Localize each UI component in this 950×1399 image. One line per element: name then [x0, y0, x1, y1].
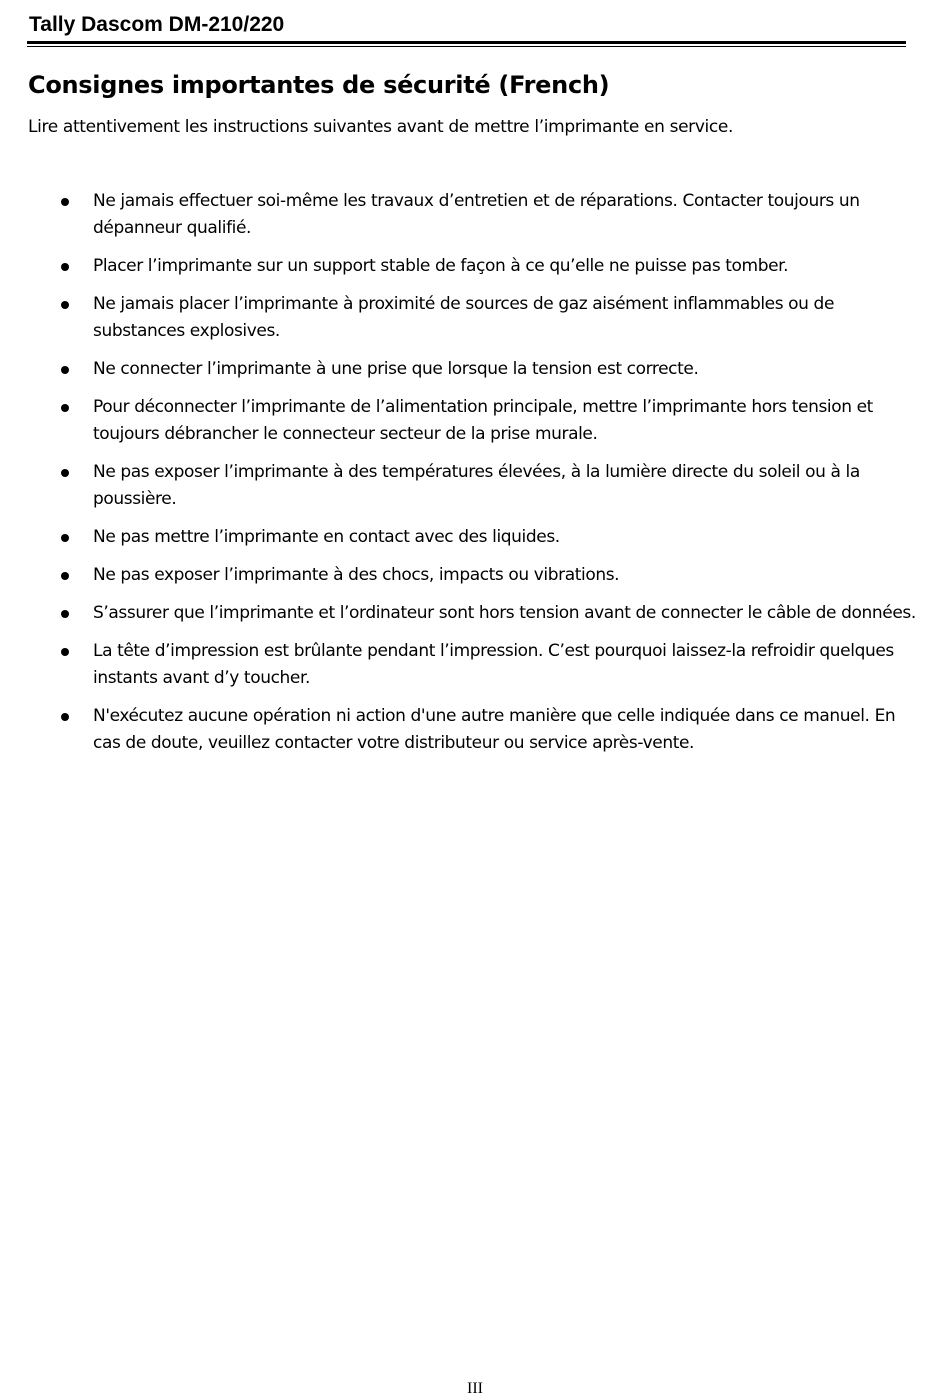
bullet-icon: [59, 291, 71, 318]
list-item-text: Ne pas mettre l’imprimante en contact avec des liquides.: [93, 527, 560, 547]
bullet-icon: [59, 524, 71, 551]
safety-instructions-list: [59, 188, 919, 768]
running-header-title: Tally Dascom DM-210/220: [29, 13, 285, 36]
bullet-icon: [59, 394, 71, 421]
list-item: [59, 291, 919, 345]
header-rule-thick: [27, 41, 906, 44]
bullet-icon: [59, 703, 71, 730]
list-item: [59, 394, 919, 448]
bullet-icon: [59, 562, 71, 589]
list-item-text: N'exécutez aucune opération ni action d'une autre manière que celle indiquée dans ce manuel. En cas de doute, veuillez contacter votre distributeur ou service après-vente.: [93, 706, 896, 753]
list-item: [59, 459, 919, 513]
bullet-icon: [59, 253, 71, 280]
list-item-text: Ne jamais effectuer soi-même les travaux d’entretien et de réparations. Contacter toujours un dépanneur qualifié.: [93, 191, 860, 238]
list-item: [59, 188, 919, 242]
list-item-text: Placer l’imprimante sur un support stable de façon à ce qu’elle ne puisse pas tomber.: [93, 256, 789, 276]
list-item: [59, 524, 919, 551]
list-item: [59, 562, 919, 589]
list-item-text: Pour déconnecter l’imprimante de l’alimentation principale, mettre l’imprimante hors tension et toujours débrancher le connecteur secteur de la prise murale.: [93, 397, 873, 444]
list-item-text: Ne connecter l’imprimante à une prise que lorsque la tension est correcte.: [93, 359, 699, 379]
intro-paragraph: Lire attentivement les instructions suivantes avant de mettre l’imprimante en service.: [28, 117, 734, 137]
header-rule-thin: [27, 46, 906, 47]
section-heading: Consignes importantes de sécurité (French): [28, 71, 610, 99]
list-item: [59, 253, 919, 280]
bullet-icon: [59, 600, 71, 627]
bullet-icon: [59, 188, 71, 215]
bullet-icon: [59, 459, 71, 486]
list-item-text: S’assurer que l’imprimante et l’ordinateur sont hors tension avant de connecter le câble de données.: [93, 603, 916, 623]
list-item: [59, 600, 919, 627]
bullet-icon: [59, 638, 71, 665]
list-item-text: Ne pas exposer l’imprimante à des températures élevées, à la lumière directe du soleil ou à la poussière.: [93, 462, 860, 509]
list-item: [59, 638, 919, 692]
list-item-text: Ne jamais placer l’imprimante à proximité de sources de gaz aisément inflammables ou de substances explosives.: [93, 294, 835, 341]
bullet-icon: [59, 356, 71, 383]
list-item: [59, 356, 919, 383]
list-item-text: Ne pas exposer l’imprimante à des chocs, impacts ou vibrations.: [93, 565, 620, 585]
page-number: III: [467, 1380, 483, 1397]
list-item: [59, 703, 919, 757]
list-item-text: La tête d’impression est brûlante pendant l’impression. C’est pourquoi laissez-la refroidir quelques instants avant d’y toucher.: [93, 641, 894, 688]
